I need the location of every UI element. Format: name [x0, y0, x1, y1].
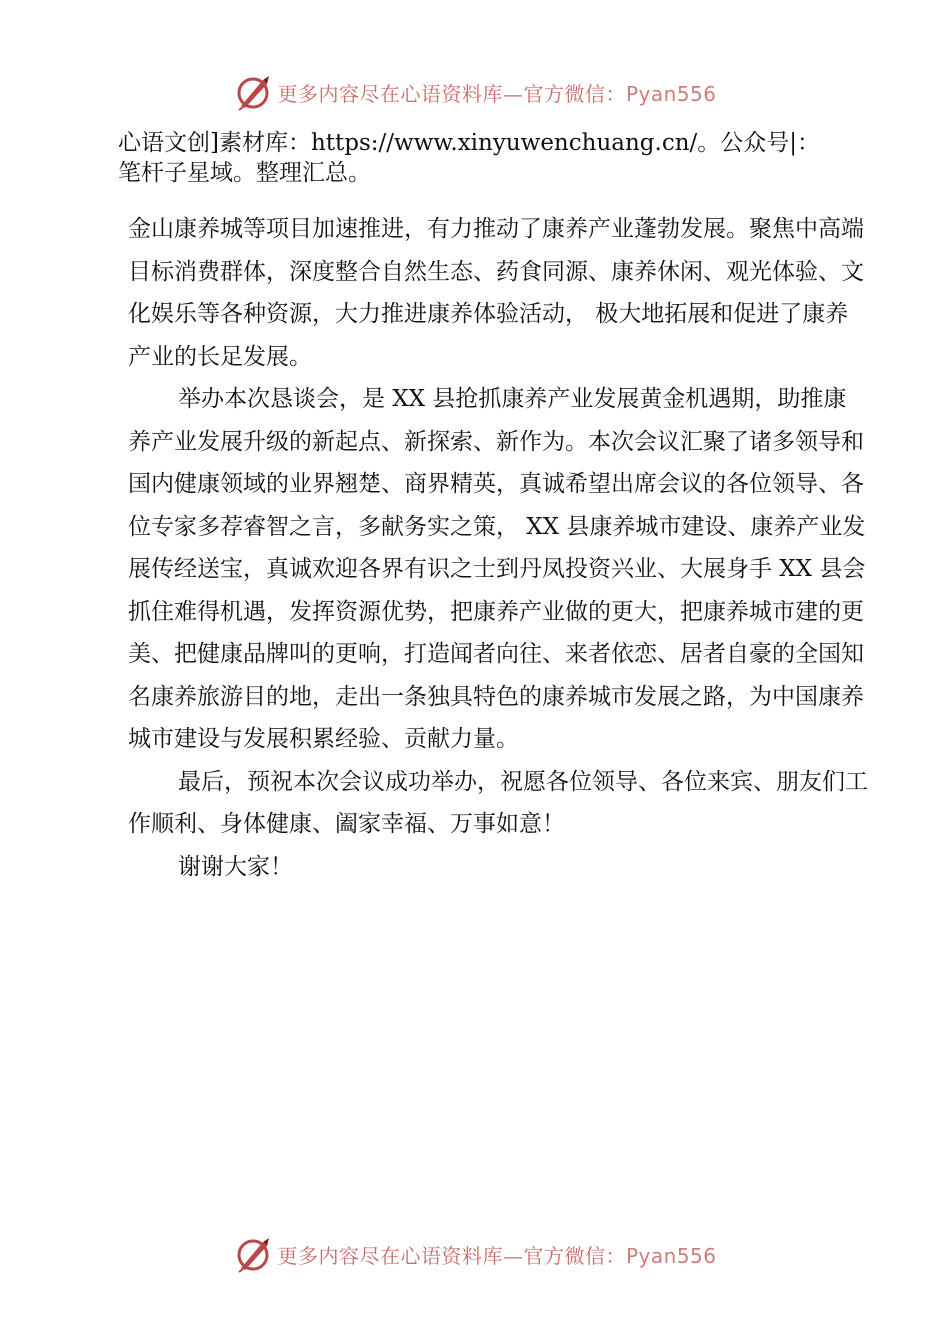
body-paragraph-3: 最后，预祝本次会议成功举办，祝愿各位领导、各位来宾、朋友们工作顺利、身体健康、阖家幸福、万事如意！ [128, 768, 868, 837]
pen-quill-logo-icon [233, 72, 273, 112]
source-note-line-1: 心语文创]素材库：https://www.xinyuwenchuang.cn/。公众号|： [118, 130, 821, 156]
header-watermark-banner [0, 70, 950, 114]
body-paragraph-2: 举办本次恳谈会，是 XX 县抢抓康养产业发展黄金机遇期，助推康养产业发展升级的新起点、新探索、新作为。本次会议汇聚了诸多领导和国内健康领域的业界翘楚、商界精英，真诚希望出席会议的各位领导、各位专家多荐睿智之言，多献务实之策， XX 县康养城市建设、康养产业发展传经送宝，真诚欢迎各界有识之士到丹凤投资兴业、大展身手 XX 县会抓住难得机遇，发挥资源优势，把康养产业做的更大，把康养城市建的更美、把健康品牌叫的更响，打造闻者向往、来者依恋、居者自豪的全国知名康养旅游目的地，走出一条独具特色的康养城市发展之路，为中国康养城市建设与发展积累经验、贡献力量。 [128, 386, 866, 752]
footer-watermark-banner [0, 1232, 950, 1276]
body-paragraph-4: 谢谢大家！ [178, 853, 293, 880]
body-paragraph-1: 金山康养城等项目加速推进，有力推动了康养产业蓬勃发展。聚焦中高端目标消费群体，深度整合自然生态、药食同源、康养休闲、观光体验、文化娱乐等各种资源，大力推进康养体验活动， 极大地拓展和促进了康养产业的长足发展。 [128, 216, 864, 370]
header-watermark-text: 更多内容尽在心语资料库—官方微信：Pyan556 [277, 81, 717, 106]
source-note-line-2: 笔杆子星域。整理汇总。 [118, 160, 371, 186]
pen-quill-logo-icon [233, 1234, 273, 1274]
source-note [118, 128, 878, 188]
document-body [128, 208, 868, 888]
footer-watermark-text: 更多内容尽在心语资料库—官方微信：Pyan556 [277, 1243, 717, 1268]
